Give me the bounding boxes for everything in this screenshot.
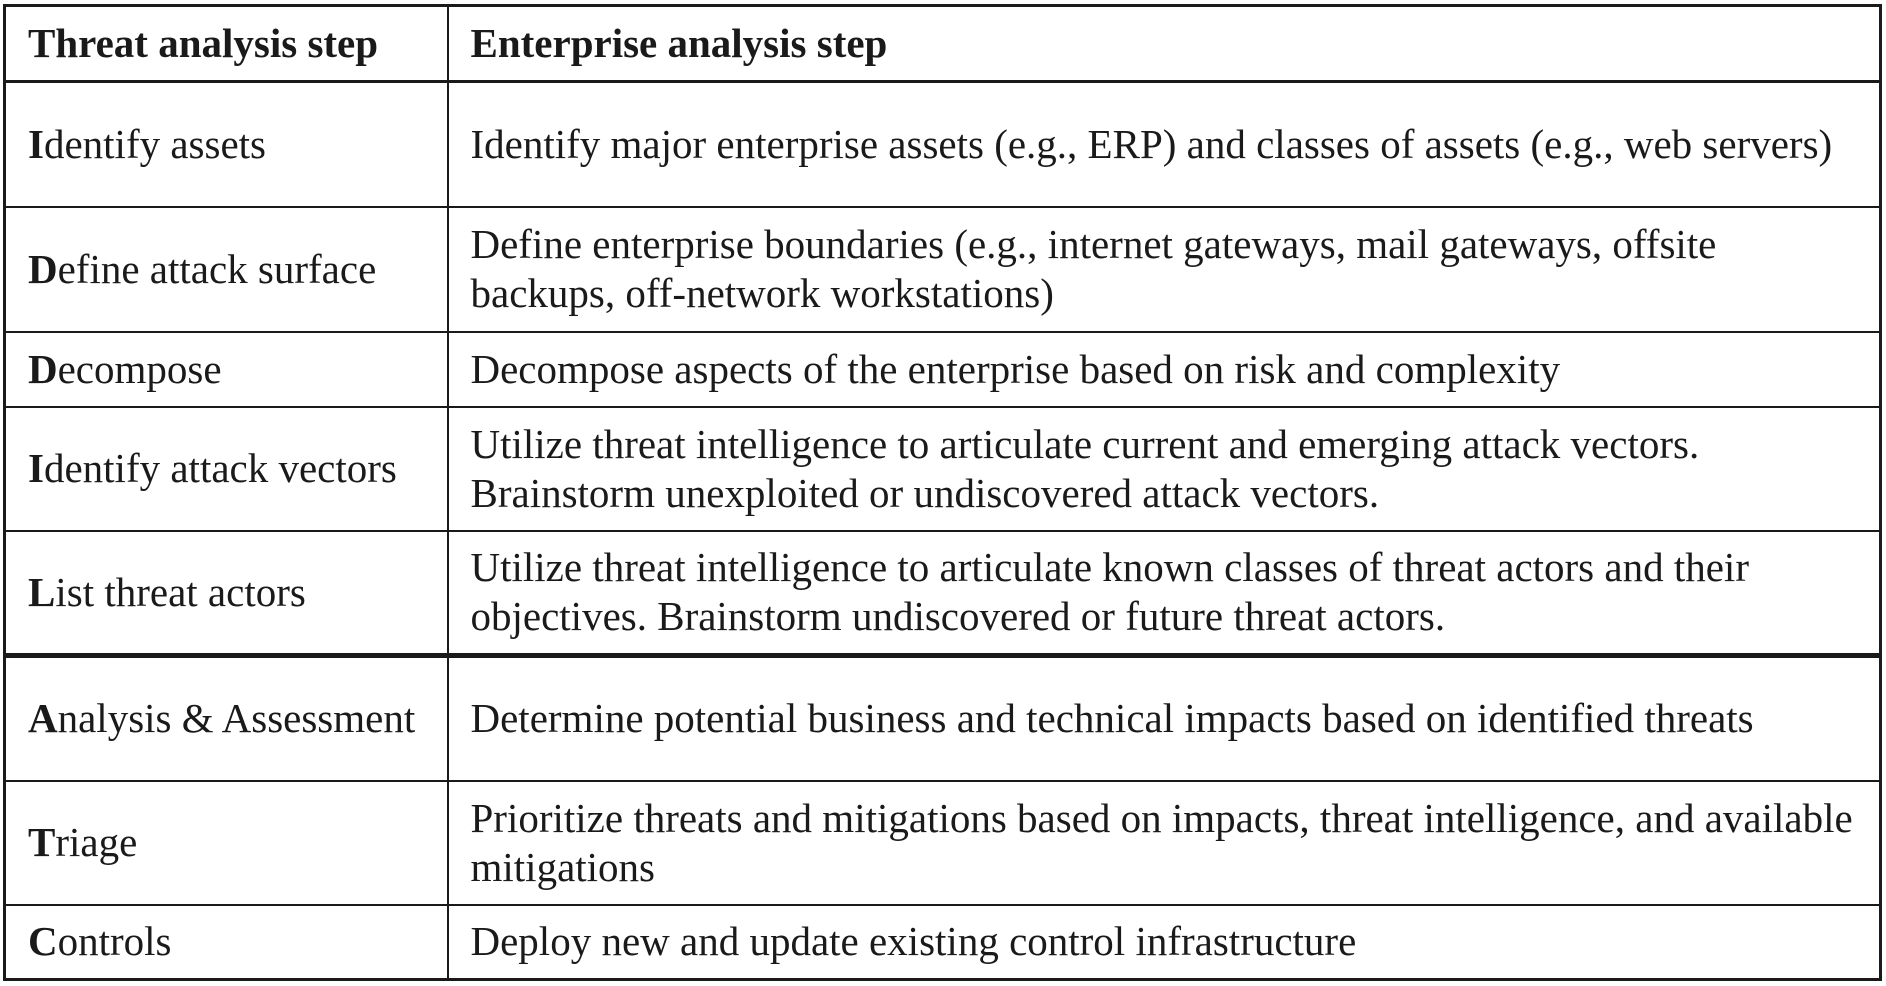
step-initial: A	[28, 695, 58, 742]
header-enterprise-analysis-step: Enterprise analysis step	[448, 6, 1881, 82]
enterprise-step-cell: Deploy new and update existing control infrastructure	[448, 905, 1881, 980]
threat-step-cell	[5, 207, 448, 332]
table-header-row	[5, 6, 1881, 82]
threat-step-cell	[5, 656, 448, 781]
table-row	[5, 207, 1881, 332]
table-row	[5, 781, 1881, 905]
table-row	[5, 332, 1881, 407]
table-row	[5, 407, 1881, 531]
step-name-rest: dentify attack vectors	[43, 445, 397, 491]
threat-step-cell	[5, 905, 448, 980]
threat-step-cell	[5, 531, 448, 656]
table-row	[5, 82, 1881, 207]
step-initial: D	[28, 345, 58, 392]
step-initial: L	[28, 568, 56, 615]
threat-step-cell	[5, 781, 448, 905]
step-name-rest: nalysis & Assessment	[57, 695, 416, 742]
step-name-rest: riage	[55, 819, 138, 865]
enterprise-step-cell: Prioritize threats and mitigations based on impacts, threat intelligence, and available mitigations	[448, 781, 1881, 905]
enterprise-step-cell: Utilize threat intelligence to articulate current and emerging attack vectors. Brainstorm unexploited or undiscovered attack vectors.	[448, 407, 1881, 531]
step-name-rest: efine attack surface	[57, 245, 377, 292]
step-name-rest: ecompose	[57, 345, 222, 392]
table-row	[5, 905, 1881, 980]
table-row	[5, 656, 1881, 781]
enterprise-step-cell: Define enterprise boundaries (e.g., internet gateways, mail gateways, offsite backups, off-network workstations)	[448, 207, 1881, 332]
enterprise-step-cell: Decompose aspects of the enterprise based on risk and complexity	[448, 332, 1881, 407]
threat-step-cell	[5, 332, 448, 407]
step-initial: D	[28, 245, 58, 292]
enterprise-step-cell: Identify major enterprise assets (e.g., ERP) and classes of assets (e.g., web servers)	[448, 82, 1881, 207]
step-initial: T	[28, 819, 56, 865]
step-name-rest: dentify assets	[43, 120, 267, 167]
threat-analysis-table	[3, 4, 1882, 981]
step-initial: I	[28, 120, 44, 167]
enterprise-step-cell: Utilize threat intelligence to articulate known classes of threat actors and their objectives. Brainstorm undiscovered or future threat actors.	[448, 531, 1881, 656]
step-initial: C	[28, 918, 58, 965]
enterprise-step-cell: Determine potential business and technical impacts based on identified threats	[448, 656, 1881, 781]
step-name-rest: ontrols	[57, 918, 172, 965]
header-threat-analysis-step: Threat analysis step	[5, 6, 448, 82]
table-row	[5, 531, 1881, 656]
threat-step-cell	[5, 82, 448, 207]
threat-step-cell	[5, 407, 448, 531]
step-initial: I	[28, 445, 44, 491]
step-name-rest: ist threat actors	[55, 568, 306, 615]
